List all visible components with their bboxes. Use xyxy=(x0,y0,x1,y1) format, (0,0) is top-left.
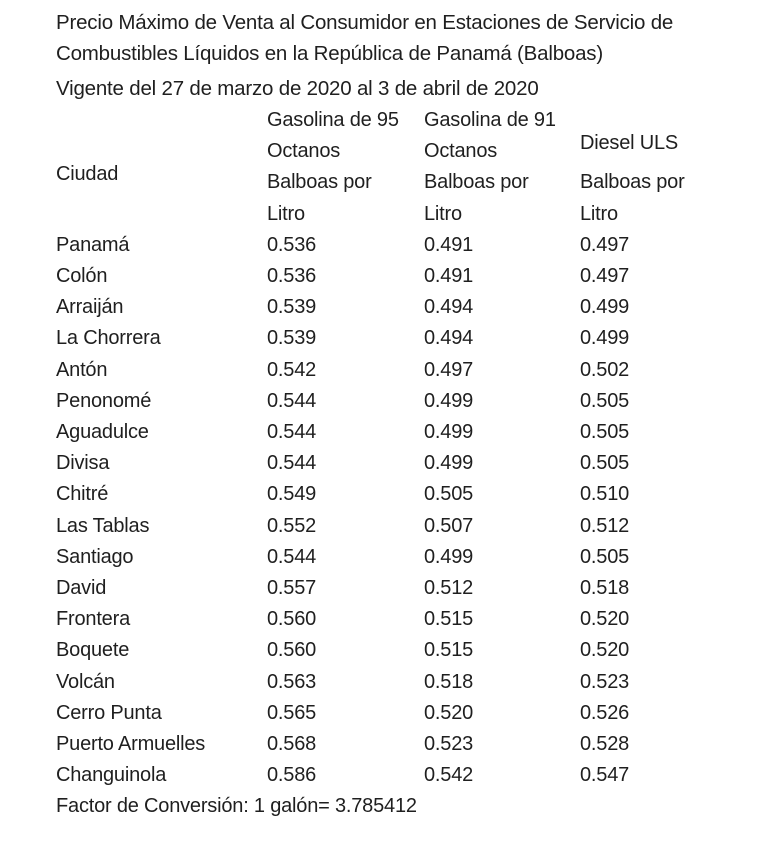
cell-city: Changuinola xyxy=(56,764,167,787)
cell-diesel: 0.512 xyxy=(580,514,630,537)
cell-gasoline-91: 0.499 xyxy=(424,421,474,444)
cell-gasoline-91: 0.515 xyxy=(424,608,474,631)
column-header-gasoline-91-line1: Gasolina de 91 xyxy=(424,109,556,131)
cell-gasoline-95: 0.544 xyxy=(267,389,317,412)
unit-header-diesel xyxy=(580,167,730,229)
cell-gasoline-95: 0.539 xyxy=(267,327,317,350)
table-row xyxy=(56,760,730,791)
table-row xyxy=(56,573,730,604)
cell-gasoline-95: 0.560 xyxy=(267,639,317,662)
table-row xyxy=(56,261,730,292)
cell-gasoline-95: 0.568 xyxy=(267,733,317,756)
cell-city: Las Tablas xyxy=(56,514,150,537)
table-row xyxy=(56,667,730,698)
cell-diesel: 0.502 xyxy=(580,358,630,381)
cell-gasoline-95: 0.542 xyxy=(267,358,317,381)
validity-period: Vigente del 27 de marzo de 2020 al 3 de abril de 2020 xyxy=(56,77,539,100)
unit-header-gasoline-91 xyxy=(424,167,580,229)
cell-diesel: 0.523 xyxy=(580,670,630,693)
unit-header-gasoline-95-line2: Litro xyxy=(267,202,305,225)
column-header-city-label: Ciudad xyxy=(56,163,119,186)
cell-city: Santiago xyxy=(56,545,134,568)
cell-gasoline-91: 0.520 xyxy=(424,701,474,724)
cell-diesel: 0.520 xyxy=(580,608,630,631)
table-row xyxy=(56,417,730,448)
cell-gasoline-95: 0.565 xyxy=(267,701,317,724)
unit-header-gasoline-95 xyxy=(267,167,424,229)
cell-city: Divisa xyxy=(56,452,110,475)
cell-gasoline-95: 0.544 xyxy=(267,545,317,568)
cell-city: La Chorrera xyxy=(56,327,161,350)
cell-gasoline-95: 0.560 xyxy=(267,608,317,631)
table-row xyxy=(56,386,730,417)
column-header-diesel xyxy=(580,105,730,167)
conversion-factor-note: Factor de Conversión: 1 galón= 3.785412 xyxy=(56,795,417,818)
table-row xyxy=(56,448,730,479)
cell-gasoline-95: 0.552 xyxy=(267,514,317,537)
cell-city: Panamá xyxy=(56,233,130,256)
cell-diesel: 0.505 xyxy=(580,452,630,475)
table-body xyxy=(56,230,730,792)
cell-gasoline-91: 0.494 xyxy=(424,296,474,319)
cell-diesel: 0.499 xyxy=(580,296,630,319)
table-row xyxy=(56,698,730,729)
cell-gasoline-91: 0.499 xyxy=(424,452,474,475)
cell-gasoline-91: 0.497 xyxy=(424,358,474,381)
cell-diesel: 0.510 xyxy=(580,483,630,506)
cell-diesel: 0.520 xyxy=(580,639,630,662)
cell-gasoline-91: 0.491 xyxy=(424,233,474,256)
cell-gasoline-91: 0.499 xyxy=(424,545,474,568)
table-row xyxy=(56,729,730,760)
column-header-gasoline-95-line1: Gasolina de 95 xyxy=(267,109,399,131)
cell-diesel: 0.499 xyxy=(580,327,630,350)
cell-diesel: 0.526 xyxy=(580,701,630,724)
unit-header-diesel-line1: Balboas por xyxy=(580,171,685,194)
table-row xyxy=(56,635,730,666)
column-header-diesel-line1: Diesel ULS xyxy=(580,131,679,154)
column-header-city xyxy=(56,105,267,230)
cell-city: Penonomé xyxy=(56,389,152,412)
cell-city: Colón xyxy=(56,265,108,288)
unit-header-diesel-line2: Litro xyxy=(580,202,618,225)
cell-gasoline-95: 0.586 xyxy=(267,764,317,787)
cell-diesel: 0.518 xyxy=(580,577,630,600)
cell-gasoline-91: 0.507 xyxy=(424,514,474,537)
cell-city: David xyxy=(56,577,107,600)
cell-city: Antón xyxy=(56,358,108,381)
cell-gasoline-95: 0.536 xyxy=(267,265,317,288)
cell-diesel: 0.505 xyxy=(580,389,630,412)
column-header-gasoline-95-line2: Octanos xyxy=(267,140,341,163)
column-header-gasoline-91 xyxy=(424,105,580,167)
cell-gasoline-95: 0.563 xyxy=(267,670,317,693)
document-title-line-2: Combustibles Líquidos en la República de Panamá (Balboas) xyxy=(56,42,603,65)
fuel-price-table xyxy=(56,105,730,791)
cell-gasoline-95: 0.539 xyxy=(267,296,317,319)
column-header-gasoline-95 xyxy=(267,105,424,167)
table-header xyxy=(56,105,730,230)
cell-city: Cerro Punta xyxy=(56,701,162,724)
cell-city: Puerto Armuelles xyxy=(56,733,206,756)
table-row xyxy=(56,323,730,354)
cell-gasoline-95: 0.536 xyxy=(267,233,317,256)
header-row-titles xyxy=(56,105,730,167)
cell-diesel: 0.547 xyxy=(580,764,630,787)
cell-gasoline-91: 0.494 xyxy=(424,327,474,350)
cell-gasoline-91: 0.491 xyxy=(424,265,474,288)
cell-gasoline-91: 0.499 xyxy=(424,389,474,412)
table-row xyxy=(56,355,730,386)
cell-city: Frontera xyxy=(56,608,130,631)
cell-gasoline-91: 0.505 xyxy=(424,483,474,506)
cell-gasoline-91: 0.515 xyxy=(424,639,474,662)
table-row xyxy=(56,230,730,261)
cell-city: Chitré xyxy=(56,483,109,506)
unit-header-gasoline-95-line1: Balboas por xyxy=(267,171,372,194)
table-row xyxy=(56,542,730,573)
table-row xyxy=(56,292,730,323)
cell-gasoline-95: 0.557 xyxy=(267,577,317,600)
cell-diesel: 0.497 xyxy=(580,265,630,288)
table-row xyxy=(56,479,730,510)
cell-gasoline-95: 0.549 xyxy=(267,483,317,506)
cell-gasoline-91: 0.518 xyxy=(424,670,474,693)
cell-diesel: 0.505 xyxy=(580,421,630,444)
column-header-gasoline-91-line2: Octanos xyxy=(424,140,498,163)
document-title-line-1: Precio Máximo de Venta al Consumidor en Estaciones de Servicio de xyxy=(56,11,674,34)
cell-gasoline-95: 0.544 xyxy=(267,421,317,444)
cell-gasoline-91: 0.523 xyxy=(424,733,474,756)
cell-diesel: 0.497 xyxy=(580,233,630,256)
cell-gasoline-91: 0.542 xyxy=(424,764,474,787)
cell-gasoline-95: 0.544 xyxy=(267,452,317,475)
table-row xyxy=(56,604,730,635)
cell-city: Boquete xyxy=(56,639,130,662)
cell-gasoline-91: 0.512 xyxy=(424,577,474,600)
unit-header-gasoline-91-line2: Litro xyxy=(424,202,462,225)
table-row xyxy=(56,511,730,542)
cell-diesel: 0.505 xyxy=(580,545,630,568)
cell-city: Volcán xyxy=(56,670,115,693)
cell-city: Aguadulce xyxy=(56,421,149,444)
cell-city: Arraiján xyxy=(56,296,124,319)
cell-diesel: 0.528 xyxy=(580,733,630,756)
unit-header-gasoline-91-line1: Balboas por xyxy=(424,171,529,194)
